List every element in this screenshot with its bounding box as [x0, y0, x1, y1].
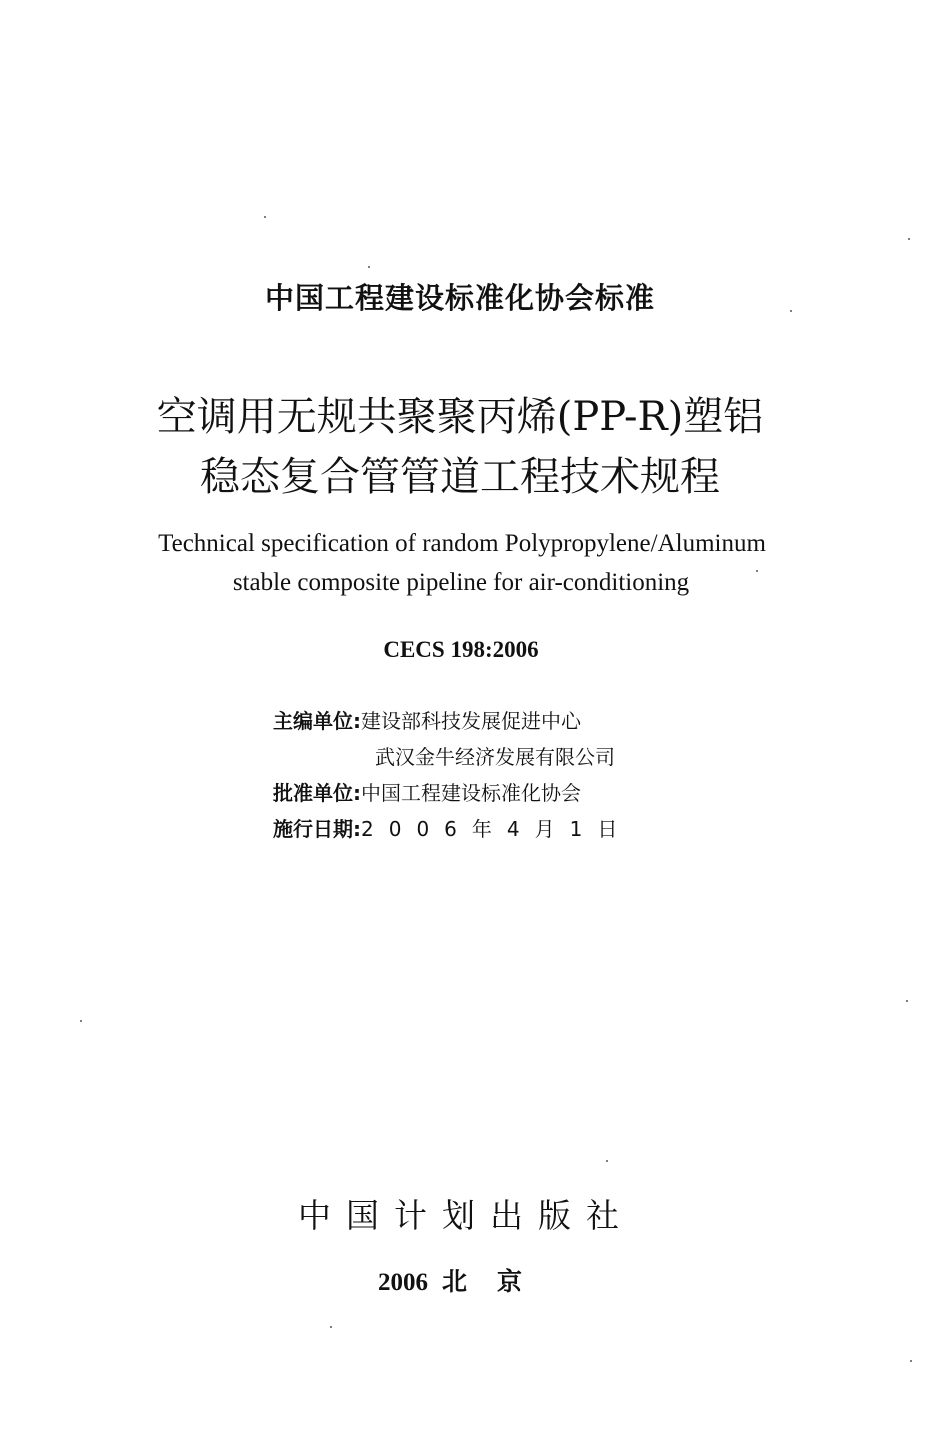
scan-speck [80, 1020, 82, 1022]
publication-year: 2006 [377, 1269, 428, 1296]
scan-speck [756, 570, 758, 572]
editor-unit-1: 建设部科技发展促进中心 [361, 709, 581, 733]
approver-unit: 中国工程建设标准化协会 [361, 781, 581, 805]
standard-code: CECS 198:2006 [383, 637, 539, 662]
editor-unit-label: 主编单位: [273, 709, 361, 733]
scan-speck [606, 1160, 608, 1162]
editor-unit-row-2 [375, 741, 615, 770]
scan-speck [368, 266, 370, 268]
scan-speck [330, 1326, 332, 1328]
effective-date: 2006年4月1日 [361, 817, 633, 841]
editor-unit-2: 武汉金牛经济发展有限公司 [375, 745, 615, 769]
effective-date-label: 施行日期: [273, 817, 361, 841]
scan-speck [906, 1000, 908, 1002]
org-standard-header: 中国工程建设标准化协会标准 [264, 281, 655, 315]
effective-date-row [273, 813, 632, 842]
scan-speck [910, 1360, 912, 1362]
publication-city: 北京 [441, 1267, 552, 1296]
approver-unit-label: 批准单位: [273, 781, 361, 805]
title-en-line-2: stable composite pipeline for air-conditioning [232, 569, 690, 596]
title-zh-line-2: 稳态复合管管道工程技术规程 [200, 454, 720, 500]
title-en-line-1: Technical specification of random Polypropylene/Aluminum [158, 530, 766, 557]
publisher-name: 中国计划出版社 [298, 1196, 634, 1235]
editor-unit-row [273, 705, 581, 734]
approver-unit-row [273, 777, 581, 806]
scan-speck [264, 216, 266, 218]
title-zh-line-1: 空调用无规共聚聚丙烯(PP-R)塑铝 [156, 394, 764, 440]
scan-speck [790, 310, 792, 312]
publication-year-city [0, 1262, 940, 1298]
scan-speck [908, 238, 910, 240]
